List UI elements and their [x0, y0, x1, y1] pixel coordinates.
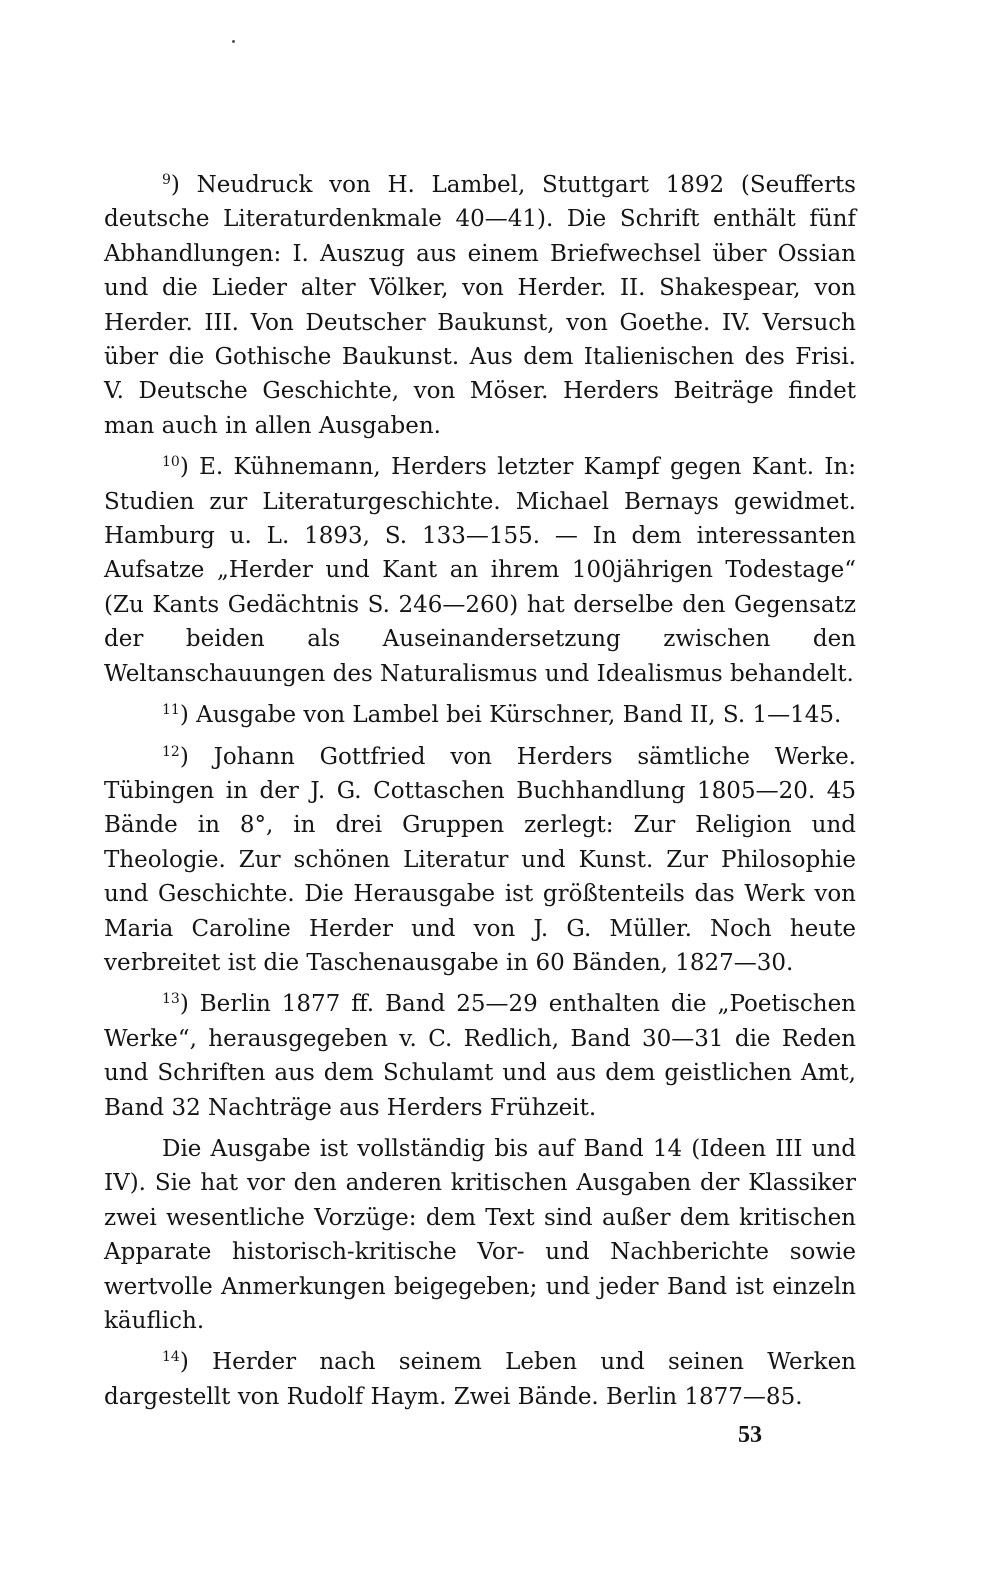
- footnote-9: [104, 168, 856, 443]
- print-speck: [232, 40, 235, 43]
- footnote-13: [104, 987, 856, 1125]
- footnotes-block: [104, 168, 856, 1421]
- footnote-14: [104, 1345, 856, 1414]
- footnote-marker: 14: [162, 1349, 180, 1366]
- footnote-text: ) Berlin 1877 ff. Band 25—29 enthalten die „Poetischen Werke“, herausgegeben v. C. Redlich, Band 30—31 die Reden und Schriften aus dem Schulamt und aus dem geistlichen Amt, Band 32 Nachträge aus Herders Frühzeit.: [104, 991, 856, 1121]
- footnote-text: ) E. Kühnemann, Herders letzter Kampf gegen Kant. In: Studien zur Literaturgeschichte. Michael Bernays gewidmet. Hamburg u. L. 1893, S. 133—155. — In dem interessanten Aufsatze „Herder und Kant an ihrem 100jährigen Todestage“ (Zu Kants Gedächtnis S. 246—260) hat derselbe den Gegensatz der beiden als Auseinandersetzung zwischen den Weltanschauungen des Naturalismus und Idealismus behandelt.: [104, 454, 856, 687]
- footnote-marker: 10: [162, 454, 180, 471]
- footnote-text: ) Johann Gottfried von Herders sämtliche Werke. Tübingen in der J. G. Cottaschen Buchhandlung 1805—20. 45 Bände in 8°, in drei Gruppen zerlegt: Zur Religion und Theologie. Zur schönen Literatur und Kunst. Zur Philosophie und Geschichte. Die Herausgabe ist größtenteils das Werk von Maria Caroline Herder und von J. G. Müller. Noch heute verbreitet ist die Taschenausgabe in 60 Bänden, 1827—30.: [104, 743, 856, 976]
- footnote-marker: 12: [162, 743, 180, 760]
- page-number: 53: [738, 1422, 762, 1448]
- footnote-10: [104, 450, 856, 691]
- footnote-text: ) Ausgabe von Lambel bei Kürschner, Band II, S. 1—145.: [179, 702, 842, 729]
- footnote-text: ) Neudruck von H. Lambel, Stuttgart 1892 (Seufferts deutsche Literaturdenkmale 40—41). Die Schrift enthält fünf Abhandlungen: I. Auszug aus einem Briefwechsel über Ossian und die Lieder alter Völker, von Herder. II. Shakespear, von Herder. III. Von Deutscher Baukunst, von Goethe. IV. Versuch über die Gothische Baukunst. Aus dem Italienischen des Frisi. V. Deutsche Geschichte, von Möser. Herders Beiträge findet man auch in allen Ausgaben.: [104, 172, 856, 439]
- footnote-text: Die Ausgabe ist vollständig bis auf Band 14 (Ideen III und IV). Sie hat vor den anderen kritischen Ausgaben der Klassiker zwei wesentliche Vorzüge: dem Text sind außer dem kritischen Apparate historisch-kritische Vor- und Nachberichte sowie wertvolle Anmerkungen beigegeben; und jeder Band ist einzeln käuflich.: [104, 1135, 856, 1334]
- footnote-marker: 9: [162, 172, 171, 188]
- footnote-text: ) Herder nach seinem Leben und seinen Werken dargestellt von Rudolf Haym. Zwei Bände. Berlin 1877—85.: [104, 1349, 856, 1410]
- footnote-12: [104, 740, 856, 981]
- footnote-marker: 13: [162, 991, 180, 1008]
- footnote-13-continuation: [104, 1132, 856, 1338]
- footnote-marker: 11: [162, 702, 180, 719]
- footnote-11: [104, 698, 856, 732]
